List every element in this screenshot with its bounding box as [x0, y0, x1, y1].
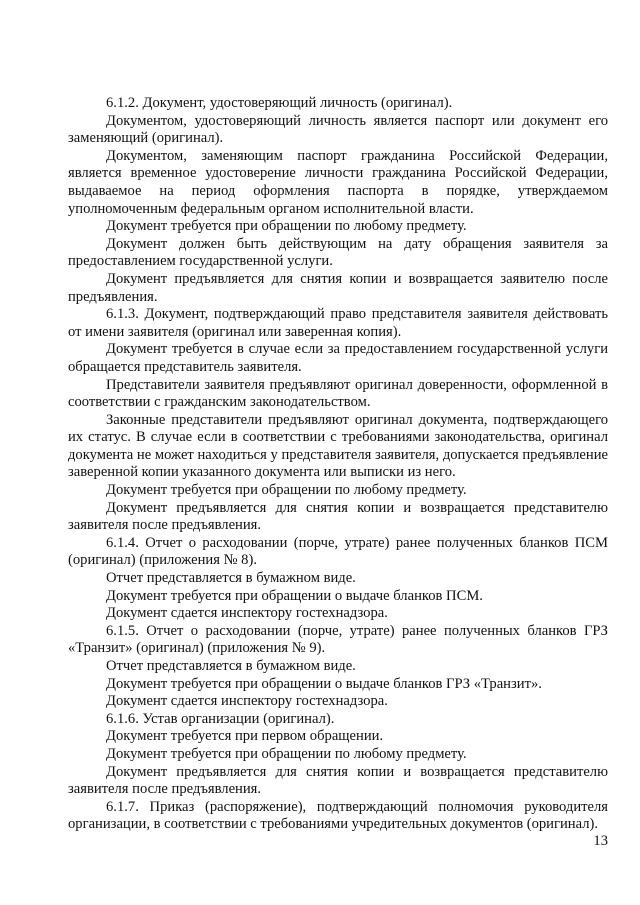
paragraph: Документ требуется в случае если за предоставлением государственной услуги обращается представитель заявителя.: [68, 341, 608, 375]
paragraph: 6.1.4. Отчет о расходовании (порче, утрате) ранее полученных бланков ПСМ (оригинал) (приложения № 8).: [68, 534, 608, 569]
paragraph: 6.1.7. Приказ (распоряжение), подтверждающий полномочия руководителя организации, в соответствии с требованиями учредительных документов (оригинал).: [68, 798, 608, 833]
paragraph: Документ требуется при обращении по любому предмету.: [106, 745, 467, 762]
paragraph: Документ требуется при обращении по любому предмету.: [106, 218, 467, 235]
document-body: [68, 95, 608, 834]
paragraph: 6.1.5. Отчет о расходовании (порче, утрате) ранее полученных бланков ГРЗ «Транзит» (оригинал) (приложения № 9).: [68, 622, 608, 657]
paragraph: Документом, удостоверяющий личность является паспорт или документ его заменяющий (оригинал).: [68, 112, 608, 147]
paragraph: Отчет представляется в бумажном виде.: [106, 658, 356, 674]
paragraph: Представители заявителя предъявляют оригинал доверенности, оформленной в соответствии с гражданским законодательством.: [68, 376, 608, 411]
paragraph: Документ предъявляется для снятия копии и возвращается заявителю после предъявления.: [68, 270, 608, 305]
page-number: 13: [593, 833, 608, 849]
paragraph: Отчет представляется в бумажном виде.: [106, 570, 356, 587]
paragraph: 6.1.3. Документ, подтверждающий право представителя заявителя действовать от имени заявителя (оригинал или заверенная копия).: [68, 306, 608, 340]
paragraph: Документ сдается инспектору гостехнадзора.: [106, 693, 388, 710]
paragraph: 6.1.2. Документ, удостоверяющий личность (оригинал).: [106, 95, 453, 111]
paragraph: Документ предъявляется для снятия копии и возвращается представителю заявителя после предъявления.: [68, 499, 608, 534]
paragraph: 6.1.6. Устав организации (оригинал).: [106, 710, 335, 727]
paragraph: Документ сдается инспектору гостехнадзора.: [106, 605, 388, 622]
paragraph: Документом, заменяющим паспорт гражданина Российской Федерации, является временное удостоверение личности гражданина Российской Федерации, выдаваемое на период оформления паспорта в порядке, утверждаемом уполномоченным федеральным органом исполнительной власти.: [68, 147, 608, 217]
paragraph: Документ требуется при обращении о выдаче бланков ГРЗ «Транзит».: [106, 675, 542, 692]
paragraph: Документ предъявляется для снятия копии и возвращается представителю заявителя после предъявления.: [68, 763, 608, 798]
paragraph: Документ должен быть действующим на дату обращения заявителя за предоставлением государственной услуги.: [68, 235, 608, 270]
paragraph: Документ требуется при первом обращении.: [106, 728, 384, 745]
paragraph: Документ требуется при обращении по любому предмету.: [106, 482, 467, 499]
paragraph: Документ требуется при обращении о выдаче бланков ПСМ.: [106, 587, 483, 604]
paragraph: Законные представители предъявляют оригинал документа, подтверждающего их статус. В случае если в соответствии с требованиями законодательства, оригинал документа не может находиться у представителя заявителя, допускается предъявление заверенной копии указанного документа или выписки из него.: [68, 411, 608, 481]
